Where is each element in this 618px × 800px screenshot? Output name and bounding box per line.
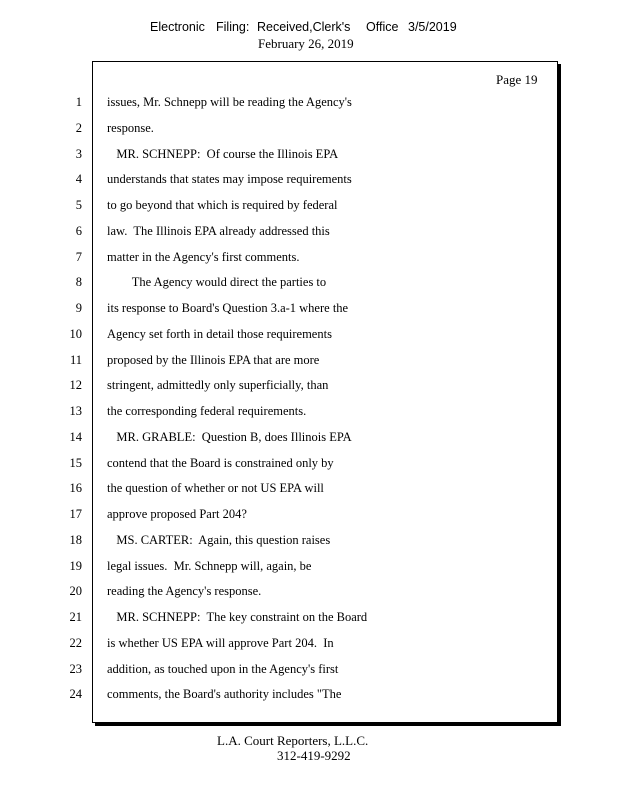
- transcript-line: MR. SCHNEPP: Of course the Illinois EPA: [107, 146, 339, 161]
- transcript-line: The Agency would direct the parties to: [107, 275, 327, 290]
- transcript-line: its response to Board's Question 3.a-1 where the: [107, 301, 349, 315]
- line-number: 24: [69, 687, 82, 702]
- filed-date: February 26, 2019: [258, 36, 354, 51]
- transcript-line: issues, Mr. Schnepp will be reading the Agency's: [107, 95, 352, 109]
- transcript-line: is whether US EPA will approve Part 204. In: [107, 635, 334, 650]
- stamp-word-electronic: Electronic: [150, 20, 205, 34]
- transcript-line: to go beyond that which is required by federal: [107, 198, 338, 212]
- court-reporter-name: L.A. Court Reporters, L.L.C.: [217, 733, 369, 748]
- line-number: 19: [69, 558, 82, 573]
- transcript-line: addition, as touched upon in the Agency's first: [107, 661, 339, 676]
- line-number: 4: [75, 172, 82, 187]
- transcript-line: proposed by the Illinois EPA that are more: [107, 352, 320, 367]
- transcript-line: approve proposed Part 204?: [107, 507, 247, 521]
- line-number: 16: [69, 481, 82, 496]
- line-number: 10: [69, 326, 82, 341]
- transcript-line: MR. SCHNEPP: The key constraint on the Board: [107, 610, 368, 624]
- transcript-line: understands that states may impose requirements: [107, 172, 352, 187]
- line-number: 15: [69, 455, 82, 470]
- line-number: 17: [69, 507, 82, 521]
- line-number: 21: [69, 610, 82, 624]
- line-number: 9: [75, 301, 82, 315]
- line-number: 7: [75, 249, 82, 264]
- line-number: 18: [69, 532, 82, 547]
- line-number: 12: [69, 378, 82, 393]
- transcript-line: law. The Illinois EPA already addressed this: [107, 223, 330, 238]
- transcript-line: legal issues. Mr. Schnepp will, again, be: [107, 558, 312, 573]
- line-number: 8: [75, 275, 82, 290]
- line-number: 20: [69, 584, 82, 599]
- transcript-line: response.: [107, 120, 154, 135]
- transcript-line: reading the Agency's response.: [107, 584, 262, 599]
- line-number: 11: [69, 352, 82, 367]
- stamp-date: 3/5/2019: [408, 20, 457, 34]
- page-number: Page 19: [496, 72, 538, 87]
- transcript-line: comments, the Board's authority includes "The: [107, 687, 342, 702]
- transcript-line: the corresponding federal requirements.: [107, 404, 307, 418]
- line-number: 13: [69, 404, 82, 418]
- stamp-word-office: Office: [366, 20, 399, 34]
- line-number: 5: [75, 198, 82, 212]
- line-number: 2: [75, 120, 82, 135]
- transcript-text: [107, 93, 407, 711]
- transcript-line: MR. GRABLE: Question B, does Illinois EPA: [107, 429, 352, 444]
- stamp-word-received: Received,Clerk's: [257, 20, 351, 34]
- transcript-line: the question of whether or not US EPA will: [107, 481, 324, 496]
- line-number-column: [0, 93, 82, 711]
- line-number: 6: [75, 223, 82, 238]
- transcript-line: contend that the Board is constrained only by: [107, 455, 334, 470]
- transcript-line: MS. CARTER: Again, this question raises: [107, 532, 331, 547]
- line-number: 1: [75, 95, 82, 109]
- line-number: 22: [69, 635, 82, 650]
- line-number: 3: [75, 146, 82, 161]
- court-reporter-phone: 312-419-9292: [277, 748, 351, 763]
- transcript-line: Agency set forth in detail those requirements: [107, 326, 332, 341]
- line-number: 14: [69, 429, 82, 444]
- transcript-line: matter in the Agency's first comments.: [107, 249, 300, 264]
- line-number: 23: [69, 661, 82, 676]
- transcript-line: stringent, admittedly only superficially, than: [107, 378, 329, 393]
- stamp-word-filing: Filing:: [216, 20, 250, 34]
